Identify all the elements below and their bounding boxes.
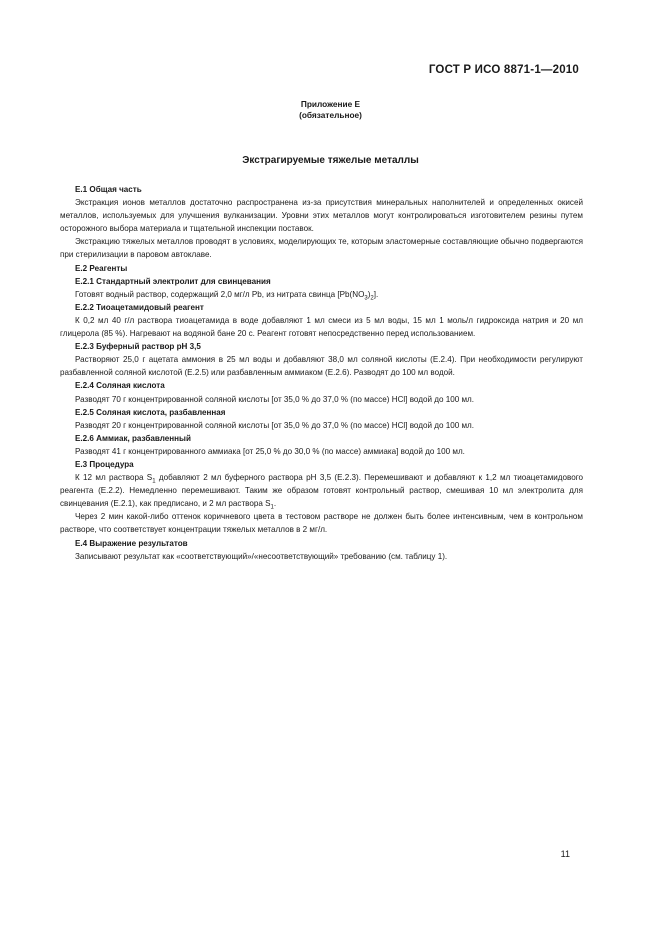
- text-e21-prefix: Готовят водный раствор, содержащий 2,0 мг/л Pb, из нитрата свинца [Pb(NO: [75, 289, 365, 299]
- paragraph-e3-1: [60, 471, 583, 510]
- section-heading-e3: Е.3 Процедура: [75, 459, 134, 469]
- page-number: 11: [560, 849, 570, 859]
- section-heading-e25: Е.2.5 Соляная кислота, разбавленная: [75, 407, 226, 417]
- section-heading-e1: Е.1 Общая часть: [75, 185, 142, 194]
- section-heading-e24: Е.2.4 Соляная кислота: [75, 381, 165, 391]
- paragraph-e22: К 0,2 мл 40 г/л раствора тиоацетамида в воде добавляют 1 мл смеси из 5 мл воды, 15 мл 1 моль/л гидроксида натрия и 20 мл глицерола (85 %). Нагревают на водяной бане 20 с. Реагент готовят непосредственно перед использованием.: [60, 315, 583, 339]
- section-heading-e23: Е.2.3 Буферный раствор рН 3,5: [75, 342, 201, 352]
- annex-label: [0, 99, 661, 121]
- text-e21-mid: ): [367, 289, 371, 299]
- paragraph-e21: [60, 288, 583, 301]
- paragraph-e1-2: Экстракцию тяжелых металлов проводят в условиях, моделирующих те, которым эластомерные составляющие обычно подвергаются при стерилизации в паровом автоклаве.: [60, 237, 583, 260]
- paragraph-e23: Растворяют 25,0 г ацетата аммония в 25 мл воды и добавляют 38,0 мл соляной кислоты (Е.2.4). При необходимости регулируют разбавленной соляной кислотой (Е.2.5) или разбавленным аммиаком (Е.2.6). Разводят до 100 мл водой.: [60, 355, 583, 378]
- subscript-e21-2: 2: [370, 295, 374, 302]
- paragraph-e1-1: Экстракция ионов металлов достаточно распространена из-за присутствия минеральных наполнителей и определенных окисей металлов, используемых для улучшения вулканизации. Уровни этих металлов могут контролироваться изготовителем резины путем осторожного выбора материала и тщательной инспекции поставок.: [60, 198, 583, 234]
- text-e3-b: добавляют 2 мл буферного раствора рН 3,5 (Е.2.3). Перемешивают и добавляют к 1,2 мл тиоацетамидового реагента (Е.2.2). Немедленно перемешивают. Таким же образом готовят контрольный раствор, смешивая 10 мл электролита для свинцевания (Е.2.1), как предписано, и 2 мл раствора S: [60, 473, 583, 509]
- subscript-e21-1: 3: [364, 295, 368, 302]
- section-heading-e26: Е.2.6 Аммиак, разбавленный: [75, 433, 191, 443]
- section-heading-e22: Е.2.2 Тиоацетамидовый реагент: [75, 302, 204, 312]
- document-header: ГОСТ Р ИСО 8871-1—2010: [428, 64, 579, 76]
- section-heading-e2: Е.2 Реагенты: [75, 263, 128, 273]
- document-body: [60, 183, 583, 563]
- annex-title: Приложение Е: [300, 99, 361, 109]
- paragraph-e4: Записывают результат как «соответствующий»/«несоответствующий» требованию (см. таблицу 1).: [75, 551, 448, 561]
- paragraph-e3-2: Через 2 мин какой-либо оттенок коричневого цвета в тестовом растворе не должен быть более интенсивным, чем в контрольном растворе, что соответствует концентрации тяжелых металлов в 2 мг/л.: [60, 512, 583, 535]
- paragraph-e25: Разводят 20 г концентрированной соляной кислоты [от 35,0 % до 37,0 % (по массе) HCl] водой до 100 мл.: [75, 420, 474, 430]
- paragraph-e24: Разводят 70 г концентрированной соляной кислоты [от 35,0 % до 37,0 % (по массе) HCl] водой до 100 мл.: [75, 394, 474, 404]
- subscript-e3-2: 1: [270, 504, 274, 511]
- text-e21-suffix: ].: [373, 289, 379, 299]
- section-heading-e21: Е.2.1 Стандартный электролит для свинцевания: [75, 276, 271, 286]
- paragraph-e26: Разводят 41 г концентрированного аммиака [от 25,0 % до 30,0 % (по массе) аммиака] водой до 100 мл.: [75, 446, 465, 456]
- page-title: Экстрагируемые тяжелые металлы: [242, 155, 419, 166]
- annex-status: (обязательное): [299, 110, 362, 120]
- text-e3-a: К 12 мл раствора S: [75, 473, 153, 483]
- subscript-e3-1: 1: [152, 478, 156, 485]
- text-e3-c: .: [273, 499, 277, 509]
- section-heading-e4: Е.4 Выражение результатов: [75, 538, 188, 548]
